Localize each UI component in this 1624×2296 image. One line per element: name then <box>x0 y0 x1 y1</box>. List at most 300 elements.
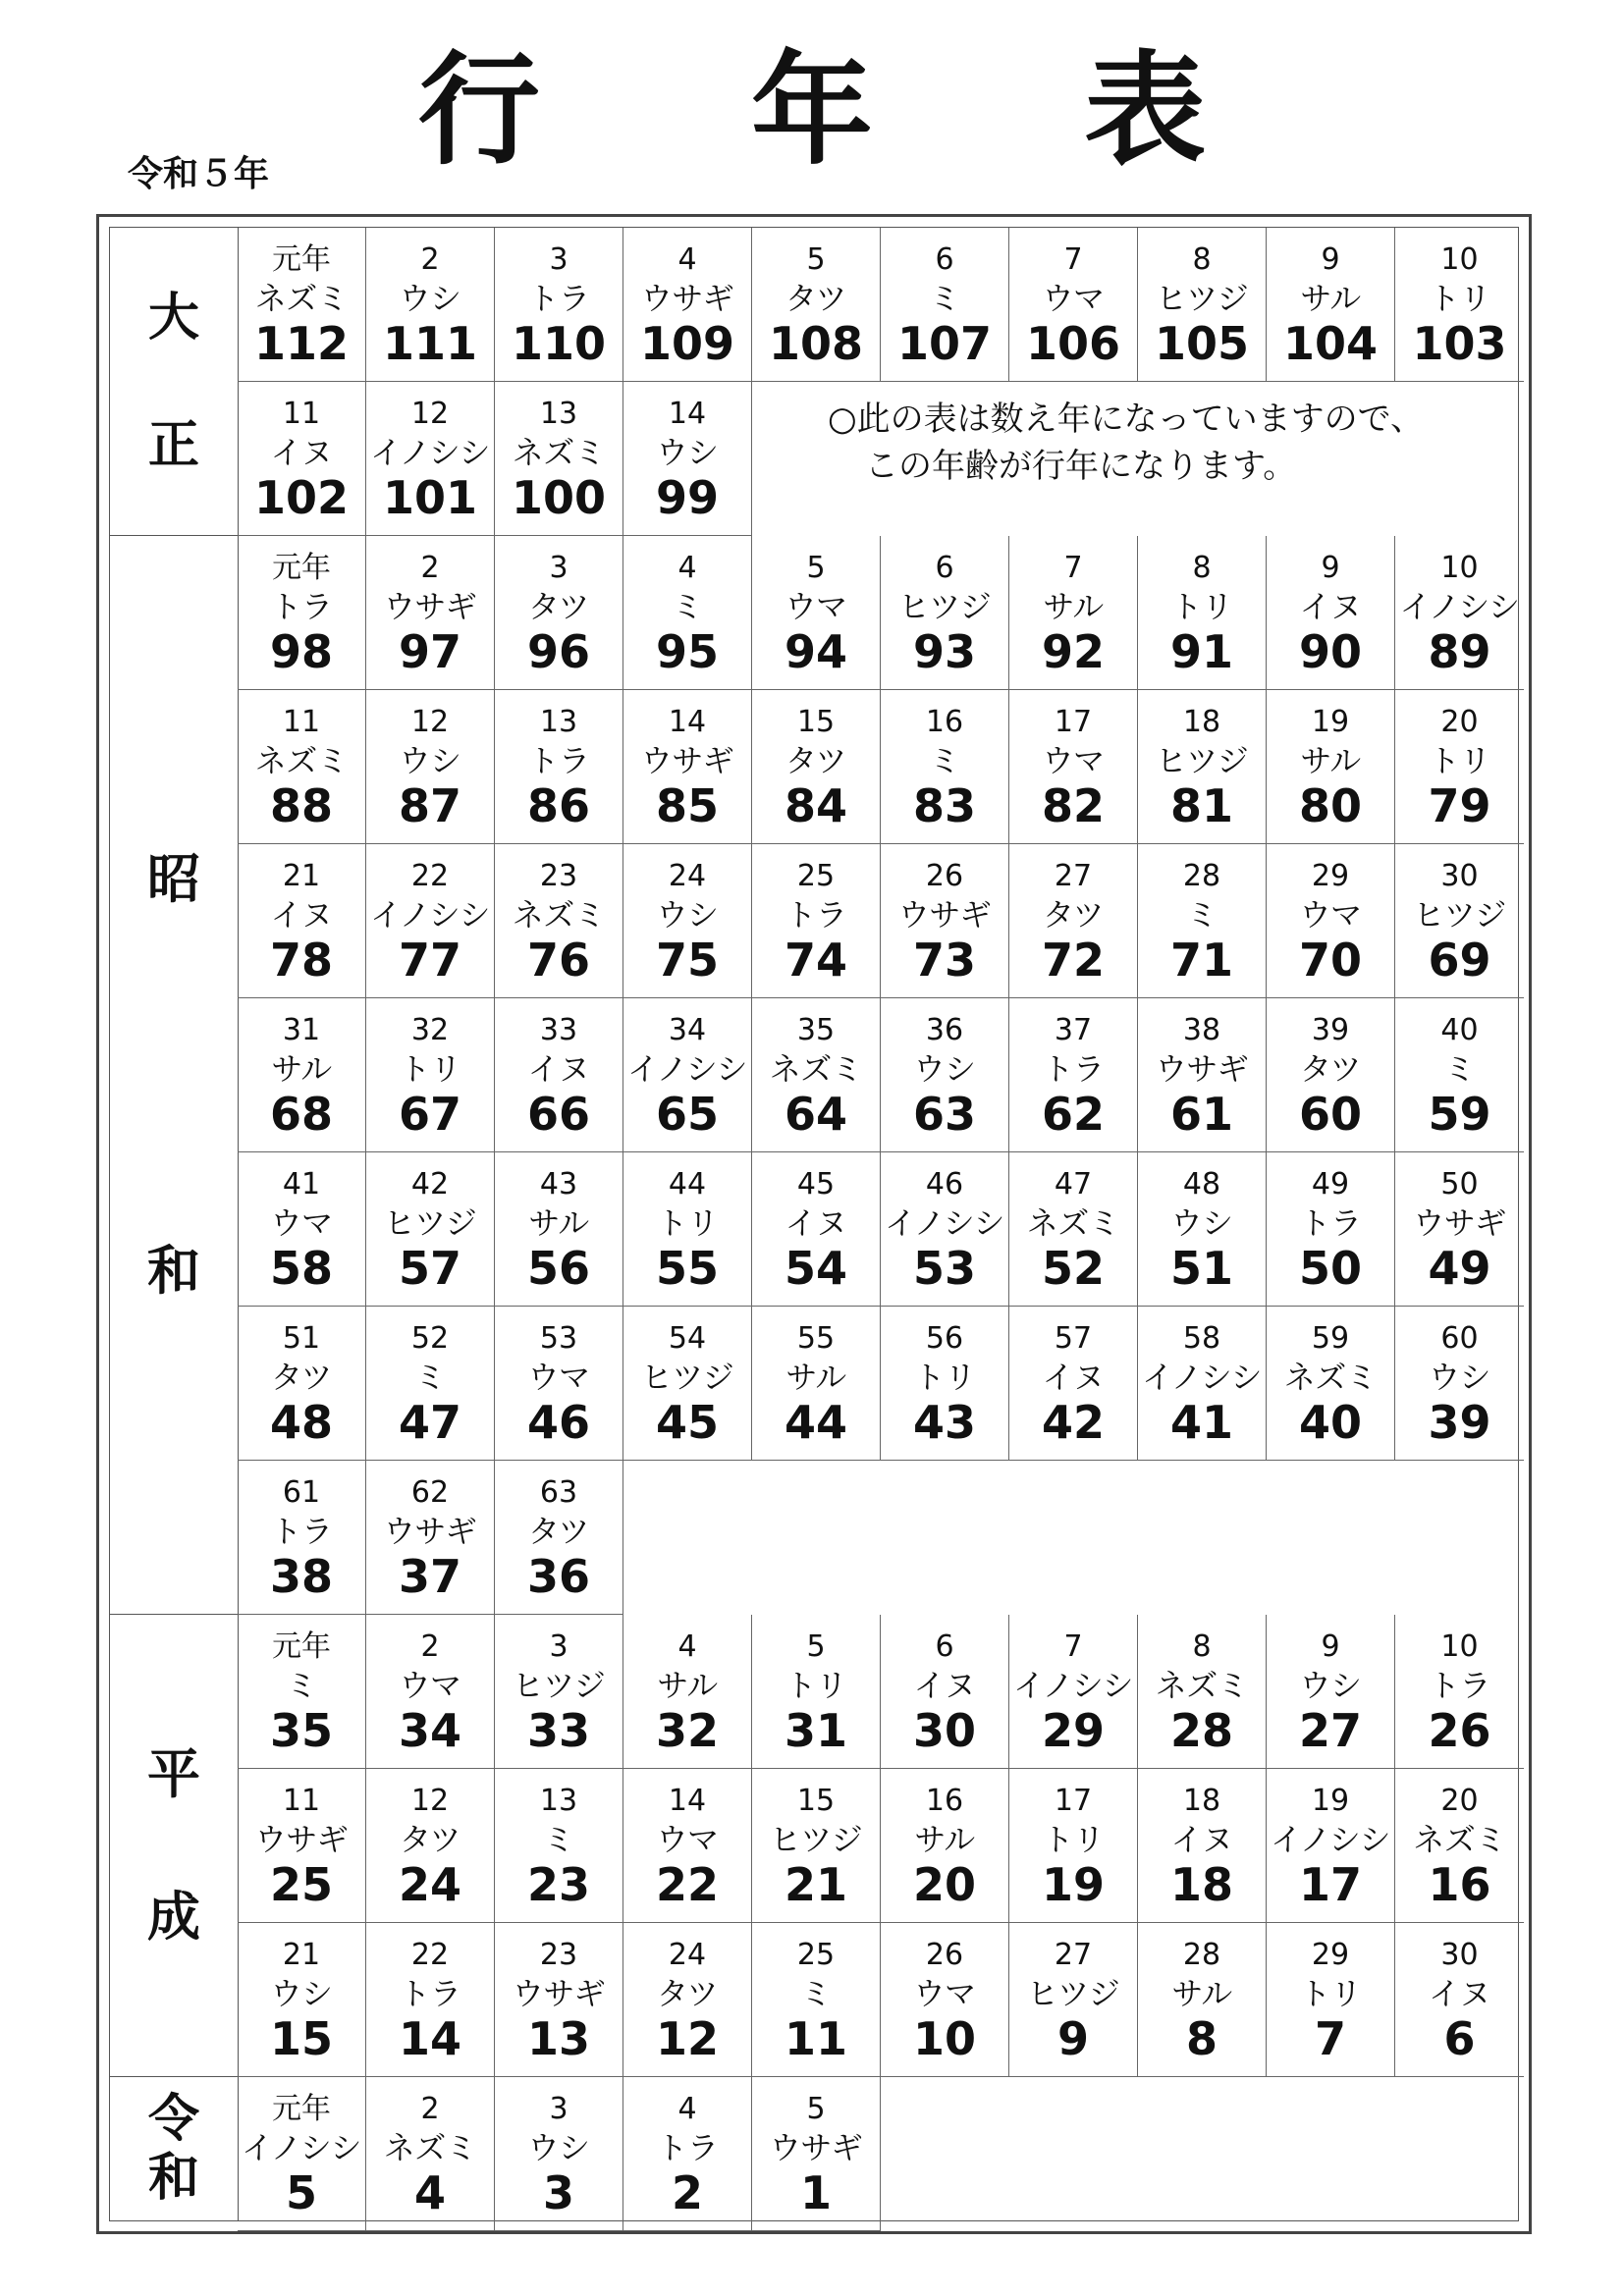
year-number: 60 <box>1440 1321 1479 1356</box>
year-cell <box>1009 1769 1138 1923</box>
year-number: 27 <box>1054 859 1093 893</box>
zodiac-label: トラ <box>1299 1204 1362 1242</box>
year-number: 21 <box>282 1938 321 1972</box>
year-cell <box>238 1307 366 1461</box>
zodiac-label: イノシシ <box>369 434 490 471</box>
age-value: 94 <box>784 625 847 678</box>
era-char: 平 <box>147 1742 200 1805</box>
year-number: 12 <box>410 397 450 431</box>
zodiac-label: ウサギ <box>383 1513 477 1550</box>
year-number: 18 <box>1182 705 1221 739</box>
year-number: 37 <box>1054 1013 1093 1047</box>
age-value: 33 <box>526 1704 590 1757</box>
age-value: 69 <box>1428 934 1491 987</box>
year-number: 10 <box>1440 551 1479 585</box>
zodiac-label: ネズミ <box>769 1050 863 1088</box>
age-value: 50 <box>1298 1242 1362 1295</box>
zodiac-label: イヌ <box>270 434 333 471</box>
age-value: 3 <box>542 2166 574 2219</box>
year-number: 62 <box>410 1475 450 1510</box>
year-number: 6 <box>935 551 954 585</box>
year-number: 33 <box>539 1013 578 1047</box>
age-value: 6 <box>1443 2012 1476 2065</box>
year-number: 56 <box>925 1321 964 1356</box>
year-number: 44 <box>668 1167 707 1201</box>
year-number: 42 <box>410 1167 450 1201</box>
year-cell <box>1395 228 1524 382</box>
year-number: 元年 <box>272 242 331 277</box>
year-cell <box>1395 1615 1524 1769</box>
age-value: 38 <box>269 1550 333 1603</box>
age-value: 41 <box>1169 1396 1233 1449</box>
zodiac-label: タツ <box>656 1975 719 2012</box>
zodiac-label: ウサギ <box>640 280 734 317</box>
zodiac-label: ウシ <box>1428 1359 1490 1396</box>
year-cell <box>623 2077 752 2231</box>
age-value: 79 <box>1428 779 1491 832</box>
age-value: 95 <box>655 625 719 678</box>
year-cell <box>1267 228 1395 382</box>
zodiac-label: サル <box>785 1359 846 1396</box>
era-label-heisei <box>110 1615 238 2077</box>
zodiac-label: ミ <box>929 280 960 317</box>
zodiac-label: イノシシ <box>1270 1821 1390 1858</box>
zodiac-label: ウマ <box>399 1667 461 1704</box>
age-value: 66 <box>526 1088 590 1141</box>
age-value: 65 <box>655 1088 719 1141</box>
zodiac-label: イノシシ <box>1012 1667 1133 1704</box>
year-number: 11 <box>282 397 321 431</box>
year-number: 24 <box>668 1938 707 1972</box>
year-number: 51 <box>282 1321 321 1356</box>
zodiac-label: トリ <box>1042 1821 1105 1858</box>
year-cell <box>366 2077 495 2231</box>
zodiac-label: ウサギ <box>512 1975 606 2012</box>
age-value: 111 <box>382 317 478 370</box>
age-value: 49 <box>1428 1242 1491 1295</box>
year-number: 26 <box>925 859 964 893</box>
year-cell <box>1138 844 1267 998</box>
year-number: 46 <box>925 1167 964 1201</box>
year-number: 29 <box>1311 859 1350 893</box>
zodiac-label: ウマ <box>1299 896 1362 934</box>
zodiac-label: イヌ <box>527 1050 590 1088</box>
age-value: 8 <box>1185 2012 1218 2065</box>
age-value: 106 <box>1025 317 1121 370</box>
year-cell <box>1395 1307 1524 1461</box>
age-value: 36 <box>526 1550 590 1603</box>
age-value: 98 <box>269 625 333 678</box>
age-value: 97 <box>398 625 461 678</box>
year-cell <box>1138 536 1267 690</box>
era-char: 正 <box>147 415 199 475</box>
zodiac-label: トリ <box>1428 280 1490 317</box>
year-cell <box>366 382 495 536</box>
age-value: 23 <box>526 1858 590 1911</box>
year-cell <box>1138 1307 1267 1461</box>
year-cell <box>1138 1615 1267 1769</box>
year-cell <box>1267 536 1395 690</box>
age-value: 71 <box>1169 934 1233 987</box>
zodiac-label: トラ <box>527 280 590 317</box>
age-value: 35 <box>269 1704 333 1757</box>
age-value: 10 <box>912 2012 976 2065</box>
zodiac-label: トラ <box>1428 1667 1490 1704</box>
year-number: 19 <box>1311 1784 1350 1818</box>
year-number: 14 <box>668 397 707 431</box>
year-number: 13 <box>539 705 578 739</box>
age-value: 61 <box>1169 1088 1233 1141</box>
year-cell <box>1395 690 1524 844</box>
year-cell <box>881 1307 1009 1461</box>
zodiac-label: ミ <box>543 1821 574 1858</box>
zodiac-label: タツ <box>270 1359 333 1396</box>
age-value: 105 <box>1154 317 1250 370</box>
zodiac-label: タツ <box>399 1821 461 1858</box>
year-number: 26 <box>925 1938 964 1972</box>
year-cell <box>1267 690 1395 844</box>
year-cell <box>495 1461 623 1615</box>
year-cell <box>495 1923 623 2077</box>
era-char: 令 <box>147 2090 199 2149</box>
year-cell <box>238 1923 366 2077</box>
year-number: 8 <box>1192 551 1212 585</box>
year-cell <box>238 1769 366 1923</box>
year-number: 4 <box>677 1629 697 1664</box>
zodiac-label: サル <box>914 1821 975 1858</box>
year-number: 3 <box>549 242 568 277</box>
age-value: 74 <box>784 934 847 987</box>
zodiac-label: ネズミ <box>383 2129 477 2166</box>
year-number: 2 <box>420 551 440 585</box>
age-value: 67 <box>398 1088 461 1141</box>
year-number: 31 <box>282 1013 321 1047</box>
year-number: 3 <box>549 1629 568 1664</box>
year-number: 27 <box>1054 1938 1093 1972</box>
zodiac-label: ウシ <box>656 896 719 934</box>
note-line-2: この年齢が行年になります。 <box>865 447 1297 486</box>
zodiac-label: ウマ <box>656 1821 719 1858</box>
zodiac-label: ネズミ <box>1283 1359 1378 1396</box>
zodiac-label: ネズミ <box>1413 1821 1506 1858</box>
age-value: 22 <box>655 1858 719 1911</box>
age-value: 68 <box>269 1088 333 1141</box>
year-cell <box>1395 1152 1524 1307</box>
year-cell <box>238 382 366 536</box>
age-value: 42 <box>1041 1396 1105 1449</box>
zodiac-label: ウマ <box>913 1975 976 2012</box>
age-value: 108 <box>768 317 864 370</box>
age-value: 16 <box>1428 1858 1491 1911</box>
zodiac-label: ウマ <box>1042 280 1105 317</box>
age-value: 85 <box>655 779 719 832</box>
zodiac-label: ウマ <box>527 1359 590 1396</box>
year-number: 40 <box>1440 1013 1479 1047</box>
year-number: 5 <box>806 1629 826 1664</box>
year-cell <box>623 1923 752 2077</box>
year-number: 8 <box>1192 1629 1212 1664</box>
age-value: 5 <box>285 2166 317 2219</box>
zodiac-label: ミ <box>929 742 960 779</box>
year-number: 23 <box>539 859 578 893</box>
year-number: 43 <box>539 1167 578 1201</box>
zodiac-label: タツ <box>785 742 847 779</box>
zodiac-label: ヒツジ <box>640 1359 734 1396</box>
year-cell <box>623 536 752 690</box>
year-number: 14 <box>668 705 707 739</box>
year-cell <box>366 1307 495 1461</box>
year-cell <box>1009 998 1138 1152</box>
age-value: 103 <box>1412 317 1507 370</box>
zodiac-label: ヒツジ <box>383 1204 477 1242</box>
year-number: 10 <box>1440 1629 1479 1664</box>
zodiac-label: ウサギ <box>1155 1050 1249 1088</box>
year-number: 48 <box>1182 1167 1221 1201</box>
year-cell <box>1009 690 1138 844</box>
year-number: 16 <box>925 1784 964 1818</box>
year-number: 25 <box>796 859 836 893</box>
zodiac-label: ネズミ <box>254 280 349 317</box>
zodiac-label: イノシシ <box>241 2129 361 2166</box>
year-cell <box>752 1615 881 1769</box>
zodiac-label: トラ <box>656 2129 719 2166</box>
zodiac-label: トリ <box>1299 1975 1362 2012</box>
age-value: 15 <box>269 2012 333 2065</box>
age-value: 47 <box>398 1396 461 1449</box>
year-cell <box>495 998 623 1152</box>
year-cell <box>1009 228 1138 382</box>
age-value: 104 <box>1282 317 1379 370</box>
age-value: 86 <box>526 779 590 832</box>
age-value: 87 <box>398 779 461 832</box>
year-cell <box>752 228 881 382</box>
year-number: 52 <box>410 1321 450 1356</box>
year-cell <box>495 844 623 998</box>
year-cell <box>366 998 495 1152</box>
zodiac-label: ウサギ <box>897 896 992 934</box>
zodiac-label: ウシ <box>527 2129 590 2166</box>
zodiac-label: イヌ <box>270 896 333 934</box>
zodiac-label: ウシ <box>656 434 719 471</box>
year-cell <box>1138 1769 1267 1923</box>
zodiac-label: ヒツジ <box>1413 896 1506 934</box>
age-value: 17 <box>1298 1858 1362 1911</box>
zodiac-label: ネズミ <box>254 742 349 779</box>
zodiac-label: ヒツジ <box>1026 1975 1120 2012</box>
year-number: 29 <box>1311 1938 1350 1972</box>
year-cell <box>1009 1152 1138 1307</box>
year-number: 32 <box>410 1013 450 1047</box>
year-number: 12 <box>410 1784 450 1818</box>
year-number: 14 <box>668 1784 707 1818</box>
age-value: 62 <box>1041 1088 1105 1141</box>
year-number: 元年 <box>272 2092 331 2126</box>
year-number: 49 <box>1311 1167 1350 1201</box>
year-cell <box>881 844 1009 998</box>
zodiac-label: ウシ <box>399 742 461 779</box>
year-cell <box>238 844 366 998</box>
age-value: 37 <box>398 1550 461 1603</box>
year-number: 54 <box>668 1321 707 1356</box>
year-cell <box>752 1923 881 2077</box>
year-cell <box>238 998 366 1152</box>
zodiac-label: トラ <box>527 742 590 779</box>
year-cell <box>881 1152 1009 1307</box>
age-value: 20 <box>912 1858 976 1911</box>
zodiac-label: イヌ <box>785 1204 847 1242</box>
year-number: 34 <box>668 1013 707 1047</box>
year-number: 47 <box>1054 1167 1093 1201</box>
year-number: 5 <box>806 242 826 277</box>
note-line-1: ○此の表は数え年になっていますので、 <box>828 400 1424 439</box>
zodiac-label: ウサギ <box>769 2129 863 2166</box>
year-number: 24 <box>668 859 707 893</box>
age-value: 83 <box>912 779 976 832</box>
age-value: 7 <box>1314 2012 1346 2065</box>
zodiac-label: サル <box>1043 588 1104 625</box>
year-number: 4 <box>677 2092 697 2126</box>
age-value: 11 <box>784 2012 847 2065</box>
age-value: 75 <box>655 934 719 987</box>
age-value: 28 <box>1169 1704 1233 1757</box>
zodiac-label: タツ <box>785 280 847 317</box>
age-value: 112 <box>253 317 350 370</box>
year-number: 22 <box>410 1938 450 1972</box>
year-number: 11 <box>282 1784 321 1818</box>
zodiac-label: ミ <box>800 1975 832 2012</box>
zodiac-label: イノシシ <box>626 1050 747 1088</box>
year-number: 15 <box>796 1784 836 1818</box>
age-value: 21 <box>784 1858 847 1911</box>
age-value: 90 <box>1298 625 1362 678</box>
age-value: 52 <box>1041 1242 1105 1295</box>
year-number: 17 <box>1054 1784 1093 1818</box>
year-number: 35 <box>796 1013 836 1047</box>
year-cell <box>881 536 1009 690</box>
year-number: 6 <box>935 242 954 277</box>
year-number: 50 <box>1440 1167 1479 1201</box>
era-char: 和 <box>147 2149 199 2208</box>
age-value: 91 <box>1169 625 1233 678</box>
zodiac-label: ミ <box>286 1667 317 1704</box>
year-cell <box>495 382 623 536</box>
age-value: 81 <box>1169 779 1233 832</box>
note-text <box>759 391 1525 495</box>
year-number: 30 <box>1440 1938 1479 1972</box>
year-number: 36 <box>925 1013 964 1047</box>
year-cell <box>366 1923 495 2077</box>
year-number: 10 <box>1440 242 1479 277</box>
year-number: 13 <box>539 397 578 431</box>
year-number: 3 <box>549 2092 568 2126</box>
age-value: 48 <box>269 1396 333 1449</box>
era-char: 昭 <box>147 847 200 910</box>
age-value: 14 <box>398 2012 461 2065</box>
year-number: 59 <box>1311 1321 1350 1356</box>
zodiac-label: ネズミ <box>512 896 606 934</box>
age-value: 59 <box>1428 1088 1491 1141</box>
year-number: 元年 <box>272 551 331 585</box>
age-value: 32 <box>655 1704 719 1757</box>
year-number: 13 <box>539 1784 578 1818</box>
age-value: 26 <box>1428 1704 1491 1757</box>
year-number: 7 <box>1063 1629 1083 1664</box>
year-cell <box>1395 998 1524 1152</box>
year-number: 4 <box>677 242 697 277</box>
zodiac-label: サル <box>1171 1975 1232 2012</box>
year-number: 2 <box>420 2092 440 2126</box>
year-cell <box>1267 1307 1395 1461</box>
age-value: 102 <box>253 471 350 524</box>
age-value: 96 <box>526 625 590 678</box>
age-value: 18 <box>1169 1858 1233 1911</box>
zodiac-label: イヌ <box>1042 1359 1105 1396</box>
age-value: 56 <box>526 1242 590 1295</box>
era-label-reiwa <box>110 2077 238 2220</box>
year-cell <box>495 2077 623 2231</box>
year-number: 11 <box>282 705 321 739</box>
era-char: 和 <box>147 1239 200 1302</box>
age-value: 100 <box>511 471 607 524</box>
zodiac-label: サル <box>271 1050 332 1088</box>
age-value: 57 <box>398 1242 461 1295</box>
age-value: 101 <box>382 471 478 524</box>
year-cell <box>1395 536 1524 690</box>
year-number: 25 <box>796 1938 836 1972</box>
year-number: 19 <box>1311 705 1350 739</box>
year-number: 22 <box>410 859 450 893</box>
age-value: 27 <box>1298 1704 1362 1757</box>
zodiac-label: トラ <box>785 896 847 934</box>
age-value: 92 <box>1041 625 1105 678</box>
year-cell <box>881 690 1009 844</box>
year-number: 28 <box>1182 1938 1221 1972</box>
zodiac-label: サル <box>1300 280 1361 317</box>
year-cell <box>366 844 495 998</box>
year-cell <box>238 536 366 690</box>
year-cell <box>366 228 495 382</box>
year-cell <box>495 1307 623 1461</box>
year-cell <box>1267 844 1395 998</box>
year-cell <box>752 1769 881 1923</box>
age-value: 31 <box>784 1704 847 1757</box>
zodiac-label: トリ <box>399 1050 461 1088</box>
zodiac-label: イヌ <box>1299 588 1362 625</box>
year-cell <box>1138 1923 1267 2077</box>
zodiac-label: タツ <box>1042 896 1105 934</box>
year-cell <box>623 1615 752 1769</box>
year-cell <box>1138 228 1267 382</box>
zodiac-label: トラ <box>270 1513 333 1550</box>
zodiac-label: サル <box>1300 742 1361 779</box>
zodiac-label: ミ <box>1443 1050 1476 1088</box>
current-year-label: 令和５年 <box>128 154 270 194</box>
year-cell <box>1009 536 1138 690</box>
zodiac-label: トラ <box>399 1975 461 2012</box>
year-cell <box>1395 1923 1524 2077</box>
zodiac-label: ウシ <box>1170 1204 1233 1242</box>
year-cell <box>495 1769 623 1923</box>
age-value: 9 <box>1056 2012 1089 2065</box>
nengo-table <box>109 227 1519 2221</box>
year-cell <box>623 1769 752 1923</box>
zodiac-label: ヒツジ <box>897 588 992 625</box>
year-number: 20 <box>1440 1784 1479 1818</box>
age-value: 46 <box>526 1396 590 1449</box>
zodiac-label: ヒツジ <box>1155 280 1249 317</box>
year-number: 38 <box>1182 1013 1221 1047</box>
year-number: 30 <box>1440 859 1479 893</box>
